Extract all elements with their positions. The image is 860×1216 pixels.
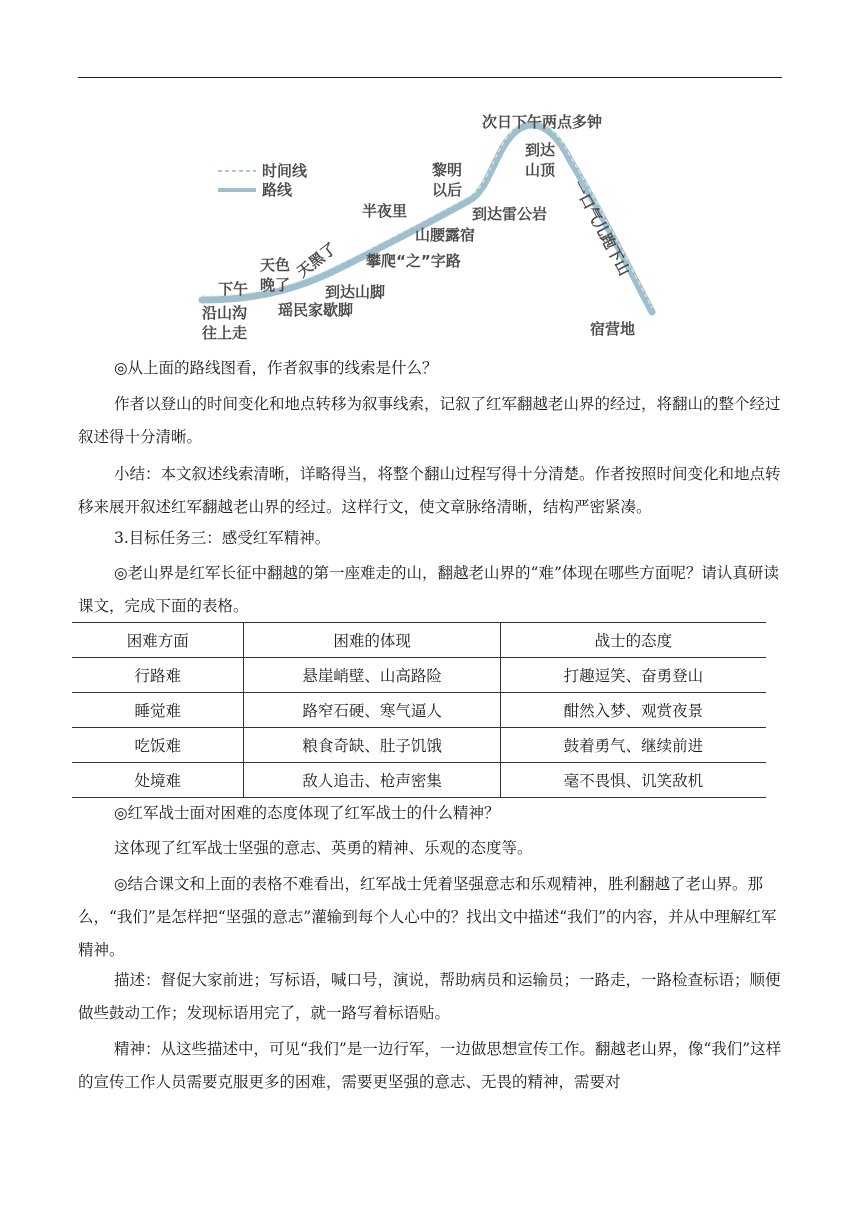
label-yao-home: 瑶民家歇脚 [278, 301, 354, 319]
route-map [190, 100, 680, 350]
answer-3: 这体现了红军战士坚强的意志、英勇的精神、乐观的态度等。 [114, 839, 533, 857]
label-midnight: 半夜里 [362, 202, 408, 220]
task-3: 3.目标任务三：感受红军精神。 [114, 529, 331, 547]
label-next-day: 次日下午两点多钟 [482, 113, 603, 131]
table-cell: 悬崖峭壁、山高路险 [244, 658, 500, 693]
label-dark: 天黑了 [293, 239, 340, 282]
table-header: 困难方面 [72, 623, 244, 658]
label-dusk-1: 天色 [260, 256, 291, 274]
summary: 小结：本文叙述线索清晰，详略得当，将整个翻山过程写得十分清楚。作者按照时间变化和地点转移来展开叙述红军翻越老山界的经过。这样行文，使文章脉络清晰，结构严密紧凑。 [78, 465, 781, 516]
label-top-2: 山顶 [525, 161, 556, 179]
table-cell: 吃饭难 [72, 728, 244, 763]
table-row [72, 763, 766, 798]
label-down: 一口气儿跑下山 [568, 177, 634, 279]
table-cell: 酣然入梦、观赏夜景 [500, 693, 766, 728]
label-dawn-1: 黎明 [432, 161, 463, 179]
question-1: ◎从上面的路线图看，作者叙事的线索是什么？ [114, 359, 438, 377]
table-cell: 睡觉难 [72, 693, 244, 728]
label-top-1: 到达 [525, 141, 556, 159]
label-along-ditch: 沿山沟 [202, 304, 248, 322]
label-camp: 山腰露宿 [415, 226, 476, 244]
label-dusk-2: 晚了 [260, 276, 291, 294]
table-row [72, 658, 766, 693]
question-2: ◎老山界是红军长征中翻越的第一座难走的山，翻越老山界的“难”体现在哪些方面呢？请认真研读课文，完成下面的表格。 [78, 564, 779, 615]
table-cell: 粮食奇缺、肚子饥饿 [244, 728, 500, 763]
legend-time-label: 时间线 [262, 162, 308, 180]
answer-1: 作者以登山的时间变化和地点转移为叙事线索，记叙了红军翻越老山界的经过，将翻山的整个经过叙述得十分清晰。 [78, 395, 781, 446]
table-cell: 鼓着勇气、继续前进 [500, 728, 766, 763]
table-cell: 毫不畏惧、讥笑敌机 [500, 763, 766, 798]
table-header-row [72, 623, 766, 658]
legend-route-label: 路线 [262, 181, 293, 199]
question-4: ◎结合课文和上面的表格不难看出，红军战士凭着坚强意志和乐观精神，胜利翻越了老山界。那么，“我们”是怎样把“坚强的意志”灌输到每个人心中的？找出文中描述“我们”的内容，并从中理解红军精神。 [78, 875, 777, 959]
table-row [72, 693, 766, 728]
label-camp-site: 宿营地 [590, 320, 636, 338]
difficulty-table [72, 622, 766, 798]
label-climb: 攀爬“之”字路 [366, 252, 461, 270]
header-rule [78, 77, 782, 78]
spirit: 精神：从这些描述中，可见“我们”是一边行军，一边做思想宣传工作。翻越老山界，像“我们”这样的宣传工作人员需要克服更多的困难，需要更坚强的意志、无畏的精神，需要对 [78, 1040, 782, 1091]
table-header: 战士的态度 [500, 623, 766, 658]
label-foot: 到达山脚 [325, 283, 386, 301]
label-go-up: 往上走 [202, 324, 248, 342]
label-dawn-2: 以后 [432, 181, 463, 199]
table-cell: 路窄石硬、寒气逼人 [244, 693, 500, 728]
description: 描述：督促大家前进；写标语，喊口号，演说，帮助病员和运输员；一路走，一路检查标语；顺便做些鼓动工作；发现标语用完了，就一路写着标语贴。 [78, 971, 781, 1022]
label-afternoon: 下午 [218, 280, 249, 298]
table-cell: 行路难 [72, 658, 244, 693]
table-cell: 敌人追击、枪声密集 [244, 763, 500, 798]
table-row [72, 728, 766, 763]
table-cell: 打趣逗笑、奋勇登山 [500, 658, 766, 693]
table-cell: 处境难 [72, 763, 244, 798]
table-header: 困难的体现 [244, 623, 500, 658]
route-diagram [190, 100, 680, 350]
label-lei-rock: 到达雷公岩 [472, 205, 548, 223]
question-3: ◎红军战士面对困难的态度体现了红军战士的什么精神？ [114, 804, 500, 822]
